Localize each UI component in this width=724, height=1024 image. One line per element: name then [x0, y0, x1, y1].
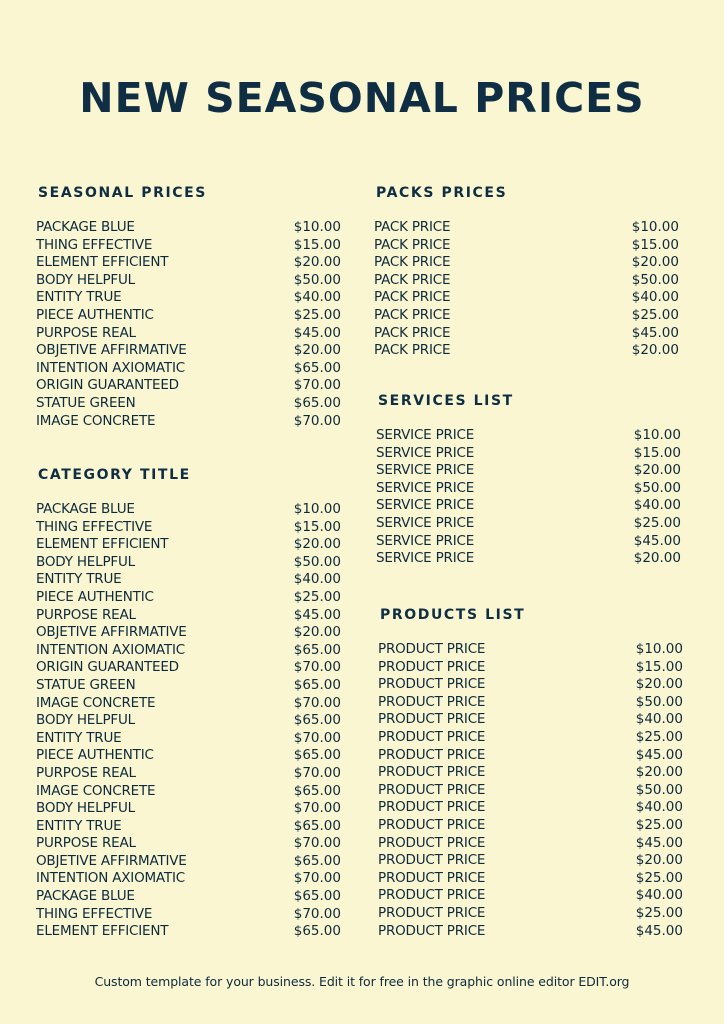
- item-price: $20.00: [293, 254, 341, 271]
- item-name: THING EFFECTIVE: [36, 518, 153, 535]
- item-name: PRODUCT PRICE: [378, 799, 486, 816]
- item-price: $65.00: [293, 747, 341, 764]
- price-row: [378, 694, 683, 712]
- item-price: $45.00: [635, 834, 683, 851]
- item-name: SERVICE PRICE: [376, 532, 475, 549]
- item-price: $15.00: [293, 518, 341, 535]
- item-price: $15.00: [635, 658, 683, 675]
- item-name: PRODUCT PRICE: [378, 676, 486, 693]
- item-price: $10.00: [293, 219, 341, 235]
- item-name: SERVICE PRICE: [376, 514, 475, 531]
- price-row: [36, 395, 341, 413]
- price-row: [36, 360, 341, 378]
- item-name: BODY HELPFUL: [36, 712, 135, 729]
- item-price: $40.00: [635, 799, 683, 816]
- products-list-section: [378, 607, 683, 940]
- price-row: [36, 695, 341, 713]
- price-row: [36, 501, 341, 519]
- price-row: [36, 783, 341, 801]
- item-name: PIECE AUTHENTIC: [36, 747, 154, 764]
- item-name: PACK PRICE: [374, 236, 451, 253]
- item-price: $70.00: [293, 835, 341, 852]
- item-price: $65.00: [293, 888, 341, 905]
- price-row: [36, 307, 341, 325]
- item-name: PACKAGE BLUE: [36, 219, 135, 235]
- item-name: PACK PRICE: [374, 306, 451, 323]
- item-name: INTENTION AXIOMATIC: [36, 870, 185, 887]
- page-title: NEW SEASONAL PRICES: [79, 74, 645, 122]
- price-row: [378, 799, 683, 817]
- price-row: [36, 888, 341, 906]
- item-name: PACK PRICE: [374, 254, 451, 271]
- price-row: [378, 835, 683, 853]
- item-name: THING EFFECTIVE: [36, 236, 153, 253]
- item-price: $70.00: [293, 694, 341, 711]
- item-price: $20.00: [635, 676, 683, 693]
- item-price: $65.00: [293, 712, 341, 729]
- item-name: OBJETIVE AFFIRMATIVE: [36, 342, 187, 359]
- item-price: $40.00: [633, 497, 681, 514]
- price-list: [376, 427, 681, 568]
- price-row: [378, 711, 683, 729]
- item-name: PURPOSE REAL: [36, 324, 136, 341]
- item-price: $20.00: [293, 536, 341, 553]
- price-row: [378, 659, 683, 677]
- item-price: $25.00: [631, 306, 679, 323]
- item-price: $45.00: [631, 324, 679, 341]
- item-name: ENTITY TRUE: [36, 729, 122, 746]
- packs-prices-section: [374, 185, 679, 360]
- item-price: $50.00: [293, 271, 341, 288]
- price-row: [36, 712, 341, 730]
- price-row: [36, 853, 341, 871]
- footer-note: Custom template for your business. Edit it for free in the graphic online editor EDIT.org: [94, 974, 630, 989]
- price-row: [36, 659, 341, 677]
- item-name: PRODUCT PRICE: [378, 746, 486, 763]
- price-row: [36, 800, 341, 818]
- item-name: BODY HELPFUL: [36, 800, 135, 817]
- item-price: $50.00: [635, 693, 683, 710]
- item-name: PACK PRICE: [374, 342, 451, 359]
- item-name: ELEMENT EFFICIENT: [36, 923, 169, 940]
- item-name: BODY HELPFUL: [36, 271, 135, 288]
- price-row: [374, 325, 679, 343]
- item-name: PRODUCT PRICE: [378, 869, 486, 886]
- item-name: PURPOSE REAL: [36, 835, 136, 852]
- section-title: SEASONAL PRICES: [38, 185, 207, 201]
- price-row: [376, 427, 681, 445]
- price-row: [374, 342, 679, 360]
- item-price: $20.00: [633, 462, 681, 479]
- item-name: PACK PRICE: [374, 324, 451, 341]
- price-row: [378, 764, 683, 782]
- price-row: [36, 607, 341, 625]
- price-row: [378, 852, 683, 870]
- item-price: $45.00: [633, 532, 681, 549]
- price-row: [376, 480, 681, 498]
- item-name: SERVICE PRICE: [376, 444, 475, 461]
- item-name: INTENTION AXIOMATIC: [36, 359, 185, 376]
- item-price: $20.00: [631, 342, 679, 359]
- item-price: $70.00: [293, 377, 341, 394]
- item-name: ENTITY TRUE: [36, 817, 122, 834]
- item-price: $65.00: [293, 641, 341, 658]
- section-title: CATEGORY TITLE: [38, 467, 191, 483]
- item-price: $50.00: [631, 271, 679, 288]
- item-name: SERVICE PRICE: [376, 427, 475, 443]
- item-name: PACKAGE BLUE: [36, 888, 135, 905]
- item-name: PRODUCT PRICE: [378, 658, 486, 675]
- price-row: [36, 589, 341, 607]
- item-price: $40.00: [635, 711, 683, 728]
- item-price: $25.00: [633, 514, 681, 531]
- price-row: [36, 554, 341, 572]
- price-row: [36, 642, 341, 660]
- item-price: $70.00: [293, 800, 341, 817]
- price-row: [376, 497, 681, 515]
- item-name: SERVICE PRICE: [376, 462, 475, 479]
- item-price: $20.00: [631, 254, 679, 271]
- price-row: [36, 906, 341, 924]
- item-price: $25.00: [635, 728, 683, 745]
- item-name: PURPOSE REAL: [36, 764, 136, 781]
- item-price: $65.00: [293, 394, 341, 411]
- item-price: $25.00: [635, 904, 683, 921]
- price-row: [378, 747, 683, 765]
- price-row: [378, 782, 683, 800]
- price-row: [374, 237, 679, 255]
- item-price: $10.00: [631, 219, 679, 235]
- item-price: $70.00: [293, 870, 341, 887]
- price-row: [36, 677, 341, 695]
- item-name: PACK PRICE: [374, 289, 451, 306]
- item-name: SERVICE PRICE: [376, 479, 475, 496]
- price-row: [376, 515, 681, 533]
- item-price: $20.00: [635, 764, 683, 781]
- item-name: PRODUCT PRICE: [378, 693, 486, 710]
- item-name: ENTITY TRUE: [36, 571, 122, 588]
- price-row: [36, 624, 341, 642]
- item-name: PIECE AUTHENTIC: [36, 306, 154, 323]
- item-price: $40.00: [293, 289, 341, 306]
- item-price: $65.00: [293, 817, 341, 834]
- category-section: [36, 467, 341, 941]
- item-price: $40.00: [635, 887, 683, 904]
- price-list: [374, 219, 679, 360]
- seasonal-prices-section: [36, 185, 341, 430]
- price-row: [376, 550, 681, 568]
- item-name: SERVICE PRICE: [376, 497, 475, 514]
- item-price: $20.00: [633, 550, 681, 567]
- item-name: SERVICE PRICE: [376, 550, 475, 567]
- price-row: [36, 747, 341, 765]
- item-name: PACK PRICE: [374, 219, 451, 235]
- item-price: $20.00: [635, 852, 683, 869]
- item-price: $65.00: [293, 676, 341, 693]
- price-row: [36, 835, 341, 853]
- item-price: $40.00: [631, 289, 679, 306]
- item-name: PRODUCT PRICE: [378, 922, 486, 939]
- price-row: [36, 870, 341, 888]
- item-price: $25.00: [635, 869, 683, 886]
- item-name: ELEMENT EFFICIENT: [36, 254, 169, 271]
- item-price: $45.00: [293, 606, 341, 623]
- section-title: PACKS PRICES: [376, 185, 508, 201]
- item-name: OBJETIVE AFFIRMATIVE: [36, 624, 187, 641]
- price-row: [36, 765, 341, 783]
- price-row: [374, 272, 679, 290]
- price-row: [36, 818, 341, 836]
- price-row: [36, 413, 341, 431]
- price-row: [36, 730, 341, 748]
- item-name: IMAGE CONCRETE: [36, 694, 156, 711]
- item-name: PIECE AUTHENTIC: [36, 588, 154, 605]
- item-name: ELEMENT EFFICIENT: [36, 536, 169, 553]
- item-price: $65.00: [293, 923, 341, 940]
- item-name: IMAGE CONCRETE: [36, 782, 156, 799]
- price-row: [36, 571, 341, 589]
- item-name: ORIGIN GUARANTEED: [36, 659, 179, 676]
- item-price: $70.00: [293, 729, 341, 746]
- item-price: $65.00: [293, 852, 341, 869]
- price-row: [36, 536, 341, 554]
- item-price: $25.00: [635, 816, 683, 833]
- item-name: PRODUCT PRICE: [378, 852, 486, 869]
- item-price: $20.00: [293, 624, 341, 641]
- item-name: STATUE GREEN: [36, 676, 136, 693]
- item-price: $10.00: [293, 501, 341, 517]
- item-name: PRODUCT PRICE: [378, 834, 486, 851]
- price-row: [378, 641, 683, 659]
- price-row: [36, 342, 341, 360]
- price-row: [36, 237, 341, 255]
- item-name: PURPOSE REAL: [36, 606, 136, 623]
- item-price: $45.00: [635, 746, 683, 763]
- item-price: $50.00: [293, 553, 341, 570]
- price-row: [378, 817, 683, 835]
- price-row: [36, 272, 341, 290]
- price-row: [374, 307, 679, 325]
- price-row: [378, 923, 683, 941]
- item-price: $70.00: [293, 412, 341, 429]
- item-name: PRODUCT PRICE: [378, 711, 486, 728]
- price-row: [378, 676, 683, 694]
- price-row: [378, 905, 683, 923]
- item-price: $45.00: [635, 922, 683, 939]
- item-name: PRODUCT PRICE: [378, 728, 486, 745]
- item-name: PACKAGE BLUE: [36, 501, 135, 517]
- item-name: PRODUCT PRICE: [378, 904, 486, 921]
- section-title: PRODUCTS LIST: [380, 607, 526, 623]
- item-price: $15.00: [631, 236, 679, 253]
- item-price: $10.00: [635, 641, 683, 657]
- price-row: [376, 462, 681, 480]
- price-list: [378, 641, 683, 940]
- item-price: $70.00: [293, 764, 341, 781]
- item-price: $65.00: [293, 782, 341, 799]
- item-price: $10.00: [633, 427, 681, 443]
- item-price: $65.00: [293, 359, 341, 376]
- price-row: [36, 377, 341, 395]
- item-price: $50.00: [633, 479, 681, 496]
- price-row: [36, 219, 341, 237]
- item-price: $15.00: [293, 236, 341, 253]
- services-list-section: [376, 393, 681, 568]
- item-price: $15.00: [633, 444, 681, 461]
- section-title: SERVICES LIST: [378, 393, 514, 409]
- item-name: ORIGIN GUARANTEED: [36, 377, 179, 394]
- item-name: STATUE GREEN: [36, 394, 136, 411]
- item-name: PRODUCT PRICE: [378, 641, 486, 657]
- price-list: [36, 219, 341, 430]
- price-row: [374, 219, 679, 237]
- item-price: $45.00: [293, 324, 341, 341]
- item-name: PRODUCT PRICE: [378, 816, 486, 833]
- price-row: [378, 887, 683, 905]
- item-price: $70.00: [293, 905, 341, 922]
- price-row: [378, 729, 683, 747]
- price-row: [36, 289, 341, 307]
- price-row: [376, 533, 681, 551]
- item-name: BODY HELPFUL: [36, 553, 135, 570]
- price-row: [36, 923, 341, 941]
- price-row: [36, 325, 341, 343]
- item-name: PRODUCT PRICE: [378, 781, 486, 798]
- item-name: PRODUCT PRICE: [378, 764, 486, 781]
- item-price: $25.00: [293, 306, 341, 323]
- item-name: PACK PRICE: [374, 271, 451, 288]
- item-name: PRODUCT PRICE: [378, 887, 486, 904]
- item-price: $70.00: [293, 659, 341, 676]
- price-row: [374, 254, 679, 272]
- item-name: THING EFFECTIVE: [36, 905, 153, 922]
- item-name: OBJETIVE AFFIRMATIVE: [36, 852, 187, 869]
- item-price: $20.00: [293, 342, 341, 359]
- item-price: $50.00: [635, 781, 683, 798]
- price-row: [36, 254, 341, 272]
- item-name: IMAGE CONCRETE: [36, 412, 156, 429]
- item-price: $40.00: [293, 571, 341, 588]
- price-row: [378, 870, 683, 888]
- item-name: INTENTION AXIOMATIC: [36, 641, 185, 658]
- item-name: ENTITY TRUE: [36, 289, 122, 306]
- price-list: [36, 501, 341, 941]
- price-row: [374, 289, 679, 307]
- price-row: [376, 445, 681, 463]
- price-row: [36, 519, 341, 537]
- item-price: $25.00: [293, 588, 341, 605]
